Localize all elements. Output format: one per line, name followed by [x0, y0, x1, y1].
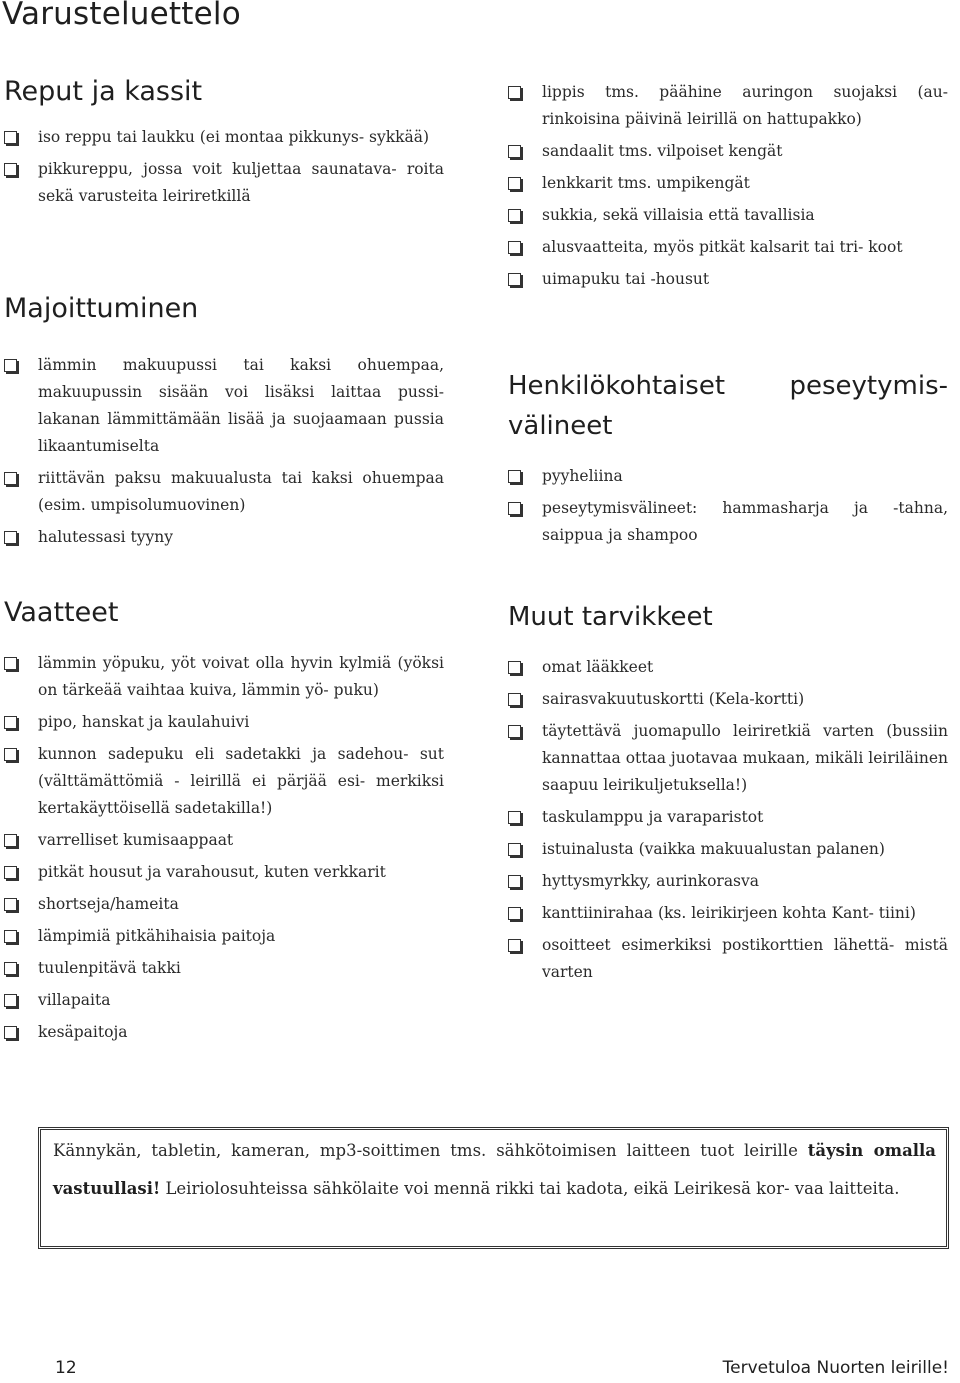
checklist-item-text: lippis tms. päähine auringon suojaksi (au- rinkoisina päivinä leirillä on hattupakko) — [542, 83, 948, 128]
checklist-item-text: omat lääkkeet — [542, 658, 654, 676]
checkbox-icon[interactable] — [508, 177, 521, 190]
checklist-item — [508, 868, 948, 895]
checklist-item-text: istuinalusta (vaikka makuualustan palanen) — [542, 840, 885, 858]
checklist-item — [508, 804, 948, 831]
checklist-item — [4, 1019, 444, 1046]
checklist-item — [508, 718, 948, 799]
checkbox-icon[interactable] — [4, 716, 17, 729]
checkbox-icon[interactable] — [508, 470, 521, 483]
section-heading: Muut tarvikkeet — [508, 602, 713, 632]
checklist-item — [508, 234, 948, 261]
checklist-item — [4, 524, 444, 551]
checklist-item — [4, 650, 444, 704]
checklist-item-text: kesäpaitoja — [38, 1023, 128, 1041]
checkbox-icon[interactable] — [4, 359, 17, 372]
checklist-item — [508, 932, 948, 986]
section-heading: Vaatteet — [4, 597, 119, 628]
checklist-item-text: sairasvakuutuskortti (Kela-kortti) — [542, 690, 805, 708]
checklist-item-text: sukkia, sekä villaisia että tavallisia — [542, 206, 815, 224]
checklist-item-text: shortseja/hameita — [38, 895, 179, 913]
section-vaatteet-jatko — [508, 79, 948, 298]
checkbox-icon[interactable] — [4, 131, 17, 144]
checklist-item — [508, 836, 948, 863]
checklist-item — [508, 79, 948, 133]
checklist-item-text: osoitteet esimerkiksi postikorttien lähettä- mistä varten — [542, 936, 948, 981]
checkbox-icon[interactable] — [508, 86, 521, 99]
page-title: Varusteluettelo — [2, 0, 241, 32]
section-heading: Henkilökohtaiset peseytymis- välineet — [508, 371, 948, 441]
checklist — [508, 463, 948, 549]
checkbox-icon[interactable] — [508, 661, 521, 674]
section-vaatteet — [4, 593, 444, 1051]
note-text-end: Leiriolosuhteissa sähkölaite voi mennä rikki tai kadota, eikä Leirikesä kor- vaa laitteita. — [160, 1179, 900, 1198]
checkbox-icon[interactable] — [508, 725, 521, 738]
checklist-item-text: lämmin makuupussi tai kaksi ohuempaa, makuupussin sisään voi lisäksi laittaa pussi- lakanan lämmittämään lisää ja suojaamaan pussia likaantumiselta — [38, 356, 444, 455]
checklist-item-text: täytettävä juomapullo leiriretkiä varten (bussiin kannattaa ottaa juotavaa mukaan, mikäli leiriläinen saapuu leirikuljetuksella!) — [542, 722, 948, 794]
checklist-item — [508, 495, 948, 549]
checklist-item — [508, 138, 948, 165]
checklist-item-text: alusvaatteita, myös pitkät kalsarit tai tri- koot — [542, 238, 903, 256]
checkbox-icon[interactable] — [508, 241, 521, 254]
note-text-start: Kännykän, tabletin, kameran, mp3-soittimen tms. sähkötoimisen laitteen tuot leirille — [53, 1141, 808, 1160]
checklist-item-text: tuulenpitävä takki — [38, 959, 181, 977]
checklist-item-text: iso reppu tai laukku (ei montaa pikkunys- sykkää) — [38, 128, 430, 146]
checkbox-icon[interactable] — [4, 866, 17, 879]
section-reput — [4, 72, 444, 215]
checklist-item — [4, 124, 444, 151]
checkbox-icon[interactable] — [4, 930, 17, 943]
checklist-item — [4, 827, 444, 854]
checklist-item — [4, 741, 444, 822]
checkbox-icon[interactable] — [508, 811, 521, 824]
checklist-item-text: sandaalit tms. vilpoiset kengät — [542, 142, 783, 160]
checkbox-icon[interactable] — [4, 657, 17, 670]
checklist-item — [4, 923, 444, 950]
checklist-item-text: hyttysmyrkky, aurinkorasva — [542, 872, 760, 890]
section-heading: Majoittuminen — [4, 293, 199, 324]
checklist — [4, 352, 444, 551]
page-number: 12 — [55, 1358, 77, 1378]
checklist-item-text: kunnon sadepuku eli sadetakki ja sadehou- sut (välttämättömiä - leirillä ei pärjää esi- merkiksi kertakäyttöisellä sadetakilla!) — [38, 745, 444, 817]
checklist-item — [508, 170, 948, 197]
checklist-item-text: uimapuku tai -housut — [542, 270, 710, 288]
checklist-item — [508, 266, 948, 293]
footer-text: Tervetuloa Nuorten leirille! — [722, 1358, 949, 1378]
checklist-item-text: pitkät housut ja varahousut, kuten verkkarit — [38, 863, 386, 881]
checkbox-icon[interactable] — [508, 502, 521, 515]
checklist-item — [4, 465, 444, 519]
checkbox-icon[interactable] — [508, 145, 521, 158]
checklist-item-text: lenkkarit tms. umpikengät — [542, 174, 750, 192]
checklist-item-text: halutessasi tyyny — [38, 528, 174, 546]
section-heading: Reput ja kassit — [4, 76, 203, 107]
checklist — [508, 79, 948, 293]
checkbox-icon[interactable] — [4, 834, 17, 847]
checklist-item — [508, 900, 948, 927]
checklist-item — [4, 987, 444, 1014]
checklist-item-text: taskulamppu ja varaparistot — [542, 808, 764, 826]
checklist-item — [4, 156, 444, 210]
checkbox-icon[interactable] — [4, 472, 17, 485]
section-majoittuminen — [4, 289, 444, 556]
checklist-item — [4, 709, 444, 736]
checklist-item — [4, 891, 444, 918]
checkbox-icon[interactable] — [4, 163, 17, 176]
checklist-item-text: lämmin yöpuku, yöt voivat olla hyvin kylmiä (yöksi on tärkeää vaihtaa kuiva, lämmin yö- puku) — [38, 654, 444, 699]
checklist — [4, 650, 444, 1046]
checklist-item-text: pyyheliina — [542, 467, 623, 485]
checklist-item — [508, 686, 948, 713]
checklist-item — [508, 202, 948, 229]
checkbox-icon[interactable] — [508, 843, 521, 856]
checkbox-icon[interactable] — [508, 939, 521, 952]
checklist-item-text: pipo, hanskat ja kaulahuivi — [38, 713, 250, 731]
checkbox-icon[interactable] — [4, 962, 17, 975]
checkbox-icon[interactable] — [508, 273, 521, 286]
checkbox-icon[interactable] — [508, 209, 521, 222]
checklist — [4, 124, 444, 210]
checklist-item-text: lämpimiä pitkähihaisia paitoja — [38, 927, 276, 945]
checkbox-icon[interactable] — [4, 531, 17, 544]
checkbox-icon[interactable] — [4, 1026, 17, 1039]
checklist-item — [508, 463, 948, 490]
checkbox-icon[interactable] — [508, 875, 521, 888]
checklist-item-text: kanttiinirahaa (ks. leirikirjeen kohta Kant- tiini) — [542, 904, 916, 922]
section-peseytyminen — [508, 366, 948, 554]
checklist-item-text: varrelliset kumisaappaat — [38, 831, 234, 849]
checklist — [508, 654, 948, 986]
checklist-item-text: riittävän paksu makuualusta tai kaksi ohuempaa (esim. umpisolumuovinen) — [38, 469, 444, 514]
checkbox-icon[interactable] — [4, 898, 17, 911]
checklist-item — [508, 654, 948, 681]
note-text — [41, 1130, 946, 1208]
checklist-item — [4, 352, 444, 460]
checklist-item-text: pikkureppu, jossa voit kuljettaa saunatava- roita sekä varusteita leiriretkillä — [38, 160, 444, 205]
electronics-note — [40, 1129, 947, 1247]
checklist-item-text: villapaita — [38, 991, 111, 1009]
checkbox-icon[interactable] — [508, 693, 521, 706]
section-muut — [508, 597, 948, 991]
checklist-item — [4, 955, 444, 982]
note-emphasis: täysin omalla vastuullasi! — [53, 1141, 936, 1198]
checkbox-icon[interactable] — [4, 994, 17, 1007]
checkbox-icon[interactable] — [4, 748, 17, 761]
checklist-item — [4, 859, 444, 886]
checklist-item-text: peseytymisvälineet: hammasharja ja -tahna, saippua ja shampoo — [542, 499, 948, 544]
checkbox-icon[interactable] — [508, 907, 521, 920]
